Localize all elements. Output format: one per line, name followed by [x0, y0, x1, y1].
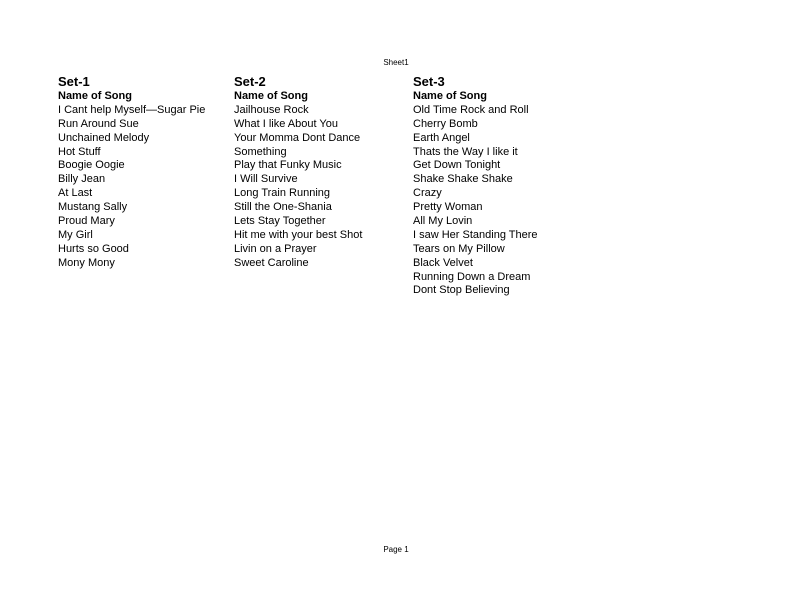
song-list	[413, 104, 538, 298]
set-1-column	[58, 73, 205, 271]
set-2-column	[234, 73, 362, 271]
song-item: Tears on My Pillow	[413, 242, 505, 255]
song-item: Billy Jean	[58, 173, 106, 186]
song-item: I Cant help Myself—Sugar Pie	[58, 103, 206, 116]
set-title: Set-3	[413, 74, 445, 89]
song-item: Thats the Way I like it	[413, 145, 518, 158]
song-item: All My Lovin	[413, 215, 473, 228]
song-item: Unchained Melody	[58, 131, 150, 144]
song-item: Proud Mary	[58, 215, 115, 228]
song-item: Black Velvet	[413, 256, 473, 269]
song-item: Running Down a Dream	[413, 270, 531, 283]
song-item: Long Train Running	[234, 187, 331, 200]
song-item: Your Momma Dont Dance	[234, 131, 361, 144]
song-item: Crazy	[413, 187, 442, 200]
song-item: What I like About You	[234, 117, 338, 130]
set-3-column	[413, 73, 538, 298]
song-item: Run Around Sue	[58, 117, 139, 130]
song-list	[234, 104, 362, 271]
song-item: Sweet Caroline	[234, 256, 309, 269]
song-item: Play that Funky Music	[234, 159, 342, 172]
song-item: Still the One-Shania	[234, 201, 332, 214]
song-item: Lets Stay Together	[234, 215, 326, 228]
song-item: Mustang Sally	[58, 201, 128, 214]
song-item: Shake Shake Shake	[413, 173, 513, 186]
song-item: Boogie Oogie	[58, 159, 125, 172]
song-item: Old Time Rock and Roll	[413, 103, 529, 116]
page-number-footer: Page 1	[383, 545, 409, 554]
song-column-header: Name of Song	[413, 90, 487, 102]
song-column-header: Name of Song	[234, 90, 308, 102]
song-item: Something	[234, 145, 287, 158]
song-list	[58, 104, 205, 271]
song-item: Earth Angel	[413, 131, 470, 144]
song-item: I saw Her Standing There	[413, 228, 538, 241]
song-item: At Last	[58, 187, 93, 200]
song-item: Get Down Tonight	[413, 159, 501, 172]
song-item: Hit me with your best Shot	[234, 228, 363, 241]
set-title: Set-2	[234, 74, 266, 89]
set-title: Set-1	[58, 74, 90, 89]
song-item: Dont Stop Believing	[413, 284, 510, 297]
song-item: Hurts so Good	[58, 242, 129, 255]
song-item: Livin on a Prayer	[234, 242, 317, 255]
song-item: Mony Mony	[58, 256, 115, 269]
song-item: My Girl	[58, 228, 93, 241]
song-column-header: Name of Song	[58, 90, 132, 102]
song-item: Hot Stuff	[58, 145, 101, 158]
sheet-name-header: Sheet1	[383, 58, 409, 67]
song-item: Jailhouse Rock	[234, 103, 309, 116]
song-item: Cherry Bomb	[413, 117, 478, 130]
song-item: I Will Survive	[234, 173, 298, 186]
song-item: Pretty Woman	[413, 201, 483, 214]
